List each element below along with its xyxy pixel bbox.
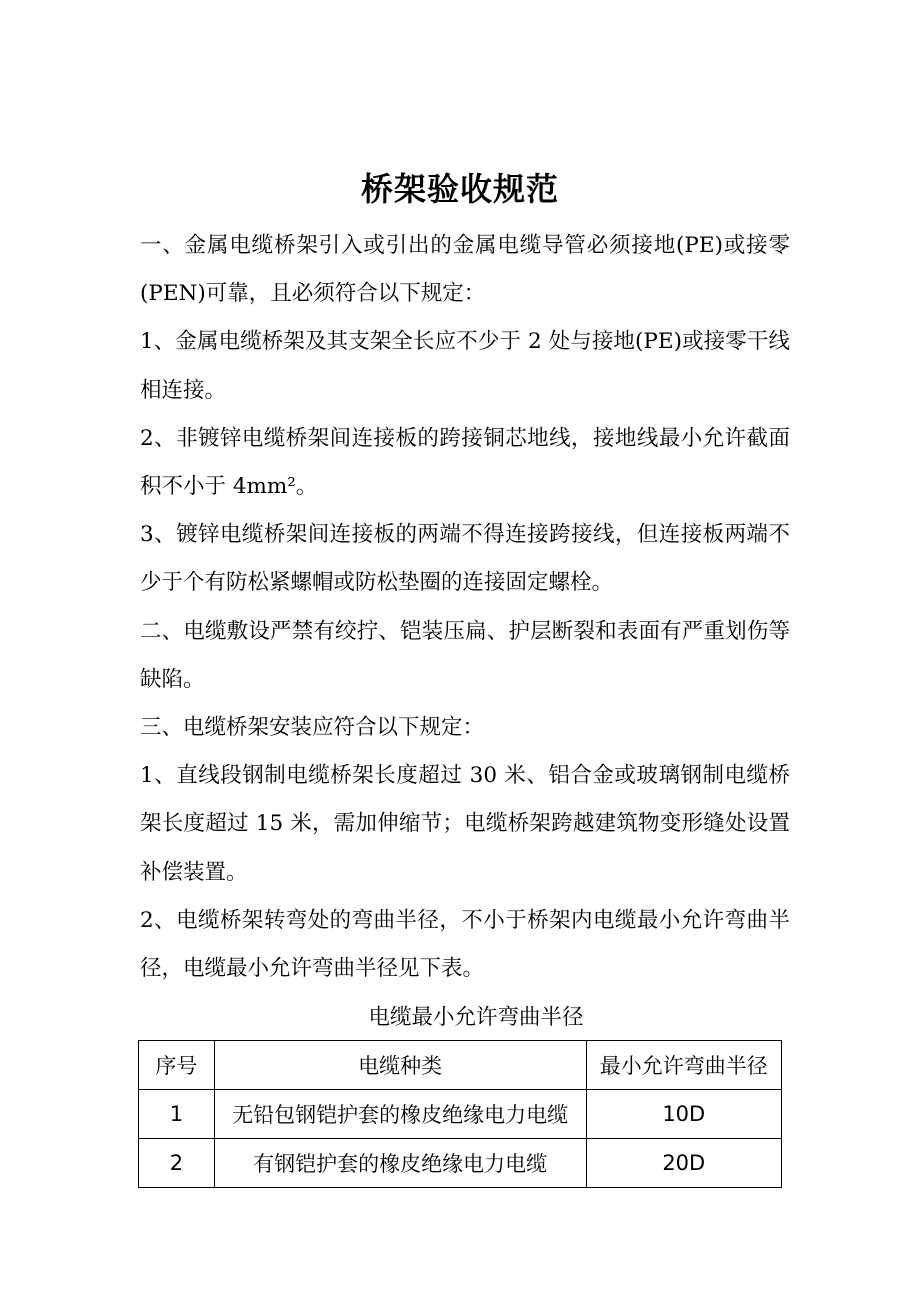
table-row: [139, 1139, 782, 1188]
header-no: 序号: [139, 1041, 215, 1090]
table-caption: 电缆最小允许弯曲半径: [368, 1005, 584, 1030]
cell-min-radius: 10D: [586, 1090, 781, 1139]
header-min-radius: 最小允许弯曲半径: [586, 1041, 781, 1090]
cell-cable-type: 有钢铠护套的橡皮绝缘电力电缆: [214, 1139, 586, 1188]
paragraph-6: 三、电缆桥架安装应符合以下规定：: [140, 715, 485, 741]
page-title: 桥架验收规范: [360, 170, 559, 209]
paragraph-8: 2、电缆桥架转弯处的弯曲半径，不小于桥架内电缆最小允许弯曲半径，电缆最小允许弯曲半径见下表。: [140, 907, 790, 982]
paragraph-5: 二、电缆敷设严禁有绞拧、铠装压扁、护层断裂和表面有严重划伤等缺陷。: [140, 618, 790, 692]
table-row: [139, 1090, 782, 1139]
paragraph-7: 1、直线段钢制电缆桥架长度超过 30 米、铝合金或玻璃钢制电缆桥架长度超过 15 米，需加伸缩节；电缆桥架跨越建筑物变形缝处设置补偿装置。: [140, 763, 790, 885]
cell-no: 1: [139, 1090, 215, 1139]
cell-no: 2: [139, 1139, 215, 1188]
cell-cable-type: 无铅包钢铠护套的橡皮绝缘电力电缆: [214, 1090, 586, 1139]
paragraph-2: 1、金属电缆桥架及其支架全长应不少于 2 处与接地(PE)或接零干线相连接。: [140, 329, 790, 403]
table-header-row: [139, 1041, 782, 1090]
cell-min-radius: 20D: [586, 1139, 781, 1188]
bend-radius-table: [138, 1040, 782, 1188]
header-cable-type: 电缆种类: [214, 1041, 586, 1090]
document-body: [140, 222, 790, 993]
paragraph-3: 2、非镀锌电缆桥架间连接板的跨接铜芯地线，接地线最小允许截面积不小于 4mm²。: [140, 425, 790, 500]
paragraph-1: 一、金属电缆桥架引入或引出的金属电缆导管必须接地(PE)或接零(PEN)可靠，且必须符合以下规定：: [140, 233, 790, 307]
paragraph-4: 3、镀锌电缆桥架间连接板的两端不得连接跨接线，但连接板两端不少于个有防松紧螺帽或防松垫圈的连接固定螺栓。: [140, 522, 790, 596]
